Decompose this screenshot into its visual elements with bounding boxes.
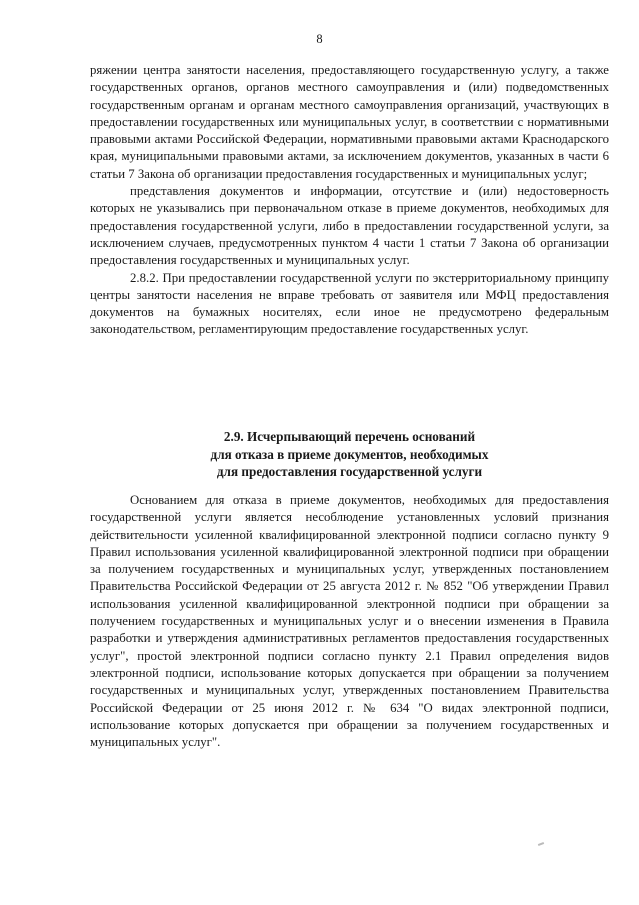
section-heading-line: для отказа в приеме документов, необходимых (210, 446, 489, 462)
section-heading-line: для предоставления государственной услуги (216, 464, 483, 480)
page-number: 8 (316, 32, 323, 46)
section-heading-2-9 (90, 428, 609, 481)
section-heading-line: 2.9. Исчерпывающий перечень оснований (223, 429, 476, 444)
paragraph-2-8-2: 2.8.2. При предоставлении государственной услуги по экстерриториальному принципу центры занятости населения не вправе требовать от заявителя или МФЦ предоставления документов на бумажных носителях, если иное не предусмотрено федеральным законодательством, регламентирующим предоставление государственных услуг. (90, 270, 609, 337)
body-text-before-heading (90, 62, 609, 339)
scan-speck (538, 842, 544, 846)
paragraph: представления документов и информации, отсутствие и (или) недостоверность которых не указывались при первоначальном отказе в приеме документов, необходимых для предоставления государственной услуги, либо в предоставлении государственной услуги, за исключением случаев, предусмотренных пунктом 4 части 1 статьи 7 Закона об организации предоставления государственных и муниципальных услуг. (90, 184, 609, 268)
paragraph-continuation: ряжении центра занятости населения, предоставляющего государственную услугу, а также государственных органов, органов местного самоуправления и (или) подведомственных государственным органам и органам местного самоуправления организаций, участвующих в предоставлении государственных или муниципальных услуг, в соответствии с нормативными правовыми актами Российской Федерации, нормативными правовыми актами Краснодарского края, муниципальными правовыми актами, за исключением документов, указанных в части 6 статьи 7 Закона об организации предоставления государственных и муниципальных услуг; (90, 63, 609, 181)
body-text-after-heading (90, 492, 609, 751)
paragraph-grounds-for-refusal: Основанием для отказа в приеме документов, необходимых для предоставления государственной услуги является несоблюдение установленных условий признания действительности усиленной квалифицированной электронной подписи согласно пункту 9 Правил использования усиленной квалифицированной электронной подписи при обращении за получением государственных и муниципальных услуг, утвержденных постановлением Правительства Российской Федерации от 25 августа 2012 г. № 852 "Об утверждении Правил использования усиленной квалифицированной электронной подписи при обращении за получением государственных и муниципальных услуг и о внесении изменения в Правила разработки и утверждения административных регламентов предоставления государственных услуг", простой электронной подписи согласно пункту 2.1 Правил определения видов электронной подписи, использование которых допускается при обращении за получением государственных и муниципальных услуг, утвержденных постановлением Правительства Российской Федерации от 25 июня 2012 г. № 634 "О видах электронной подписи, использование которых допускается при обращении за получением государственных и муниципальных услуг". (90, 493, 609, 750)
